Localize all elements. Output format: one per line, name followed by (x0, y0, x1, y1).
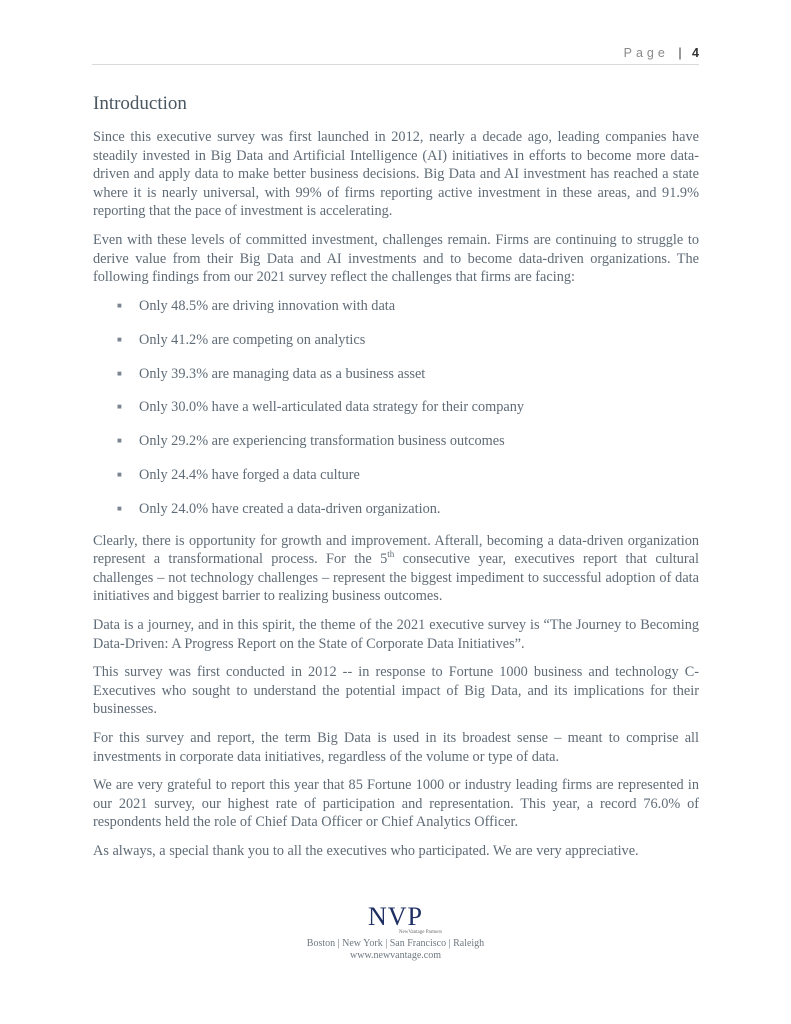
findings-list (93, 297, 699, 521)
paragraph-journey: Data is a journey, and in this spirit, the theme of the 2021 executive survey is “The Journey to Becoming Data-Driven: A Progress Report on the State of Corporate Data Initiatives”. (93, 617, 699, 652)
list-item: ■ Only 30.0% have a well-articulated data strategy for their company (117, 399, 525, 416)
page-number: 4 (692, 46, 699, 60)
nvp-logo: NVP (367, 902, 423, 931)
bullet-icon: ■ (117, 402, 122, 412)
office-locations: Boston | New York | San Francisco | Raleigh (306, 938, 485, 949)
bullet-icon: ■ (117, 334, 122, 344)
list-item: ■ Only 24.0% have created a data-driven organization. (117, 501, 441, 518)
paragraph-definition: For this survey and report, the term Big Data is used in its broadest sense – meant to comprise all investments in corporate data initiatives, regardless of the volume or type of data. (93, 730, 699, 765)
bullet-icon: ■ (117, 504, 122, 514)
paragraph-intro: Since this executive survey was first launched in 2012, nearly a decade ago, leading companies have steadily invested in Big Data and Artificial Intelligence (AI) initiatives in efforts to become more data-driven and apply data to make better business decisions. Big Data and AI investment has reached a state where it is nearly universal, with 99% of firms reporting active investment in these areas, and 91.9% reporting that the pace of investment is accelerating. (93, 129, 699, 220)
paragraph-challenges: Even with these levels of committed investment, challenges remain. Firms are continuing to struggle to derive value from their Big Data and AI investments and to become data-driven organizations. The following findings from our 2021 survey reflect the challenges that firms are facing: (93, 231, 699, 286)
list-item: ■ Only 39.3% are managing data as a business asset (117, 365, 426, 382)
page-header (92, 46, 699, 65)
list-item: ■ Only 24.4% have forged a data culture (117, 467, 360, 484)
bullet-icon: ■ (117, 368, 122, 378)
list-item: ■ Only 48.5% are driving innovation with data (117, 297, 396, 314)
logo-subtitle: NewVantage Partners (398, 930, 443, 935)
document-body (93, 93, 699, 871)
paragraph-participation: We are very grateful to report this year that 85 Fortune 1000 or industry leading firms are represented in our 2021 survey, our highest rate of participation and representation. This year, a record 76.0% of respondents held the role of Chief Data Officer or Chief Analytics Officer. (93, 777, 699, 831)
list-item: ■ Only 29.2% are experiencing transformation business outcomes (117, 433, 505, 450)
bullet-icon: ■ (117, 470, 122, 480)
page-footer (0, 904, 791, 962)
section-title: Introduction (93, 93, 187, 114)
paragraph-history: This survey was first conducted in 2012 -- in response to Fortune 1000 business and technology C-Executives who sought to understand the potential impact of Big Data, and its implications for their businesses. (93, 664, 699, 718)
bullet-icon: ■ (117, 436, 122, 446)
paragraph-opportunity: Clearly, there is opportunity for growth and improvement. Afterall, becoming a data-driven organization represent a transformational process. For the 5th consecutive year, executives report that cultural challenges – not technology challenges – represent the biggest impediment to successful adoption of data initiatives and biggest barrier to realizing business outcomes. (93, 532, 699, 605)
paragraph-thanks: As always, a special thank you to all the executives who participated. We are very appreciative. (93, 843, 639, 859)
page-separator: | (678, 46, 682, 60)
list-item: ■ Only 41.2% are competing on analytics (117, 331, 366, 348)
website-link[interactable]: www.newvantage.com (350, 950, 441, 961)
bullet-icon: ■ (117, 300, 122, 310)
page-label: Page (623, 46, 669, 60)
